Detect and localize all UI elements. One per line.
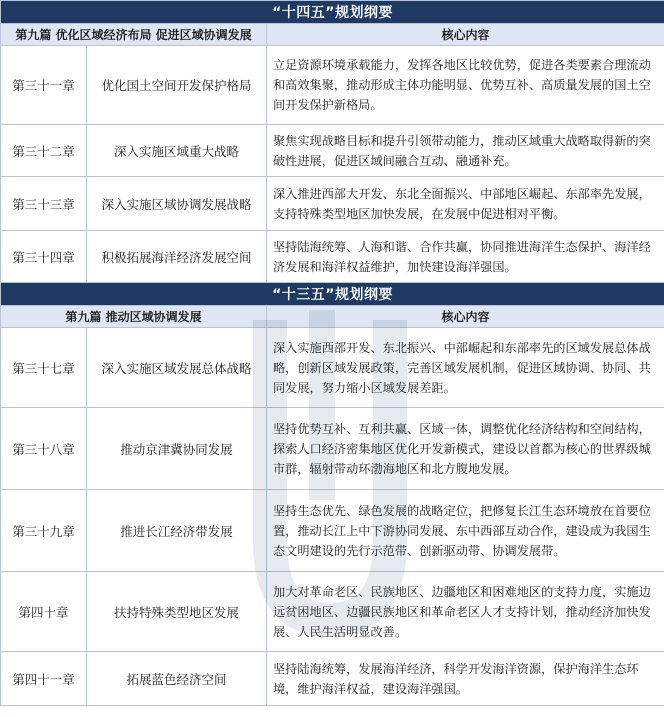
table-row (1, 572, 664, 652)
chapter-cell: 第三十三章 (1, 177, 87, 231)
content-cell: 聚焦实现战略目标和提升引领带动能力，推动区域重大战略取得新的突破性进展，促进区域间融合互动、融通补充。 (267, 125, 664, 177)
table-row (1, 46, 664, 125)
table-row (1, 652, 664, 706)
section-cell: 拓展蓝色经济空间 (87, 652, 267, 706)
plan14-header-right: 核心内容 (267, 24, 664, 46)
table-row (1, 125, 664, 177)
plan13-title-row (1, 283, 664, 306)
section-cell: 扶持特殊类型地区发展 (87, 572, 267, 652)
plan13-title: “十三五”规划纲要 (1, 283, 664, 306)
content-cell: 坚持陆海统筹、人海和谐、合作共赢，协同推进海洋生态保护、海洋经济发展和海洋权益维护，加快建设海洋强国。 (267, 231, 664, 283)
plan14-header-left: 第九篇 优化区域经济布局 促进区域协调发展 (1, 24, 267, 46)
content-cell: 深入推进西部大开发、东北全面振兴、中部地区崛起、东部率先发展，支持特殊类型地区加快发展，在发展中促进相对平衡。 (267, 177, 664, 231)
chapter-cell: 第三十八章 (1, 408, 87, 490)
section-cell: 推进长江经济带发展 (87, 490, 267, 572)
chapter-cell: 第三十二章 (1, 125, 87, 177)
section-cell: 深入实施区域发展总体战略 (87, 328, 267, 408)
section-cell: 深入实施区域协调发展战略 (87, 177, 267, 231)
content-cell: 加大对革命老区、民族地区、边疆地区和困难地区的支持力度，实施边远贫困地区、边疆民族地区和革命老区人才支持计划，推动经济加快发展、人民生活明显改善。 (267, 572, 664, 652)
chapter-cell: 第四十一章 (1, 652, 87, 706)
table-row (1, 328, 664, 408)
plan13-header-row (1, 306, 664, 328)
chapter-cell: 第三十九章 (1, 490, 87, 572)
section-cell: 深入实施区域重大战略 (87, 125, 267, 177)
section-cell: 推动京津冀协同发展 (87, 408, 267, 490)
chapter-cell: 第三十七章 (1, 328, 87, 408)
section-cell: 积极拓展海洋经济发展空间 (87, 231, 267, 283)
plan14-header-row (1, 24, 664, 46)
table-row (1, 408, 664, 490)
table-row (1, 490, 664, 572)
chapter-cell: 第三十四章 (1, 231, 87, 283)
plan13-header-left: 第九篇 推动区域协调发展 (1, 306, 267, 328)
content-cell: 立足资源环境承载能力，发挥各地区比较优势，促进各类要素合理流动和高效集聚，推动形成主体功能明显、优势互补、高质量发展的国土空间开发保护新格局。 (267, 46, 664, 125)
plan13-header-right: 核心内容 (267, 306, 664, 328)
table-row (1, 177, 664, 231)
plan14-title: “十四五”规划纲要 (1, 1, 664, 24)
table-row (1, 231, 664, 283)
chapter-cell: 第四十章 (1, 572, 87, 652)
content-cell: 坚持优势互补、互利共赢、区域一体，调整优化经济结构和空间结构，探索人口经济密集地区优化开发新模式，建设以首都为核心的世界级城市群，辐射带动环渤海地区和北方腹地发展。 (267, 408, 664, 490)
content-cell: 深入实施西部开发、东北振兴、中部崛起和东部率先的区域发展总体战略，创新区域发展政策，完善区域发展机制，促进区域协调、协同、共同发展，努力缩小区域发展差距。 (267, 328, 664, 408)
content-cell: 坚持生态优先、绿色发展的战略定位，把修复长江生态环境放在首要位置，推动长江上中下游协同发展、东中西部互动合作，建设成为我国生态文明建设的先行示范带、创新驱动带、协调发展带。 (267, 490, 664, 572)
chapter-cell: 第三十一章 (1, 46, 87, 125)
section-cell: 优化国土空间开发保护格局 (87, 46, 267, 125)
plan14-title-row (1, 1, 664, 24)
content-cell: 坚持陆海统筹，发展海洋经济，科学开发海洋资源，保护海洋生态环境，维护海洋权益，建设海洋强国。 (267, 652, 664, 706)
